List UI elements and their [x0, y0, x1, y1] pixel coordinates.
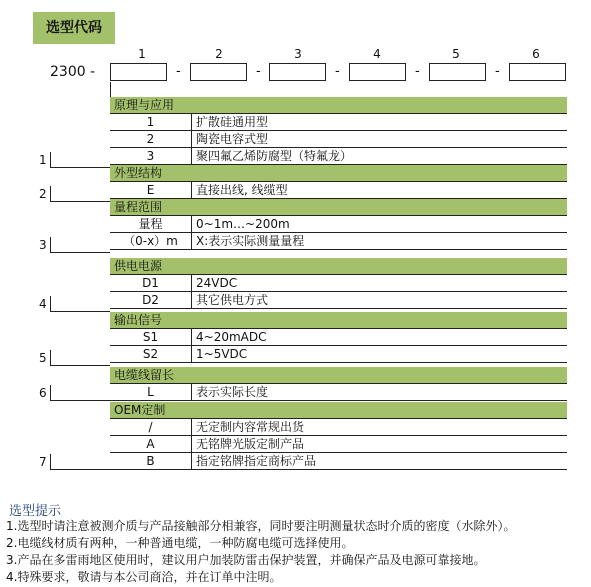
model-prefix: 2300 - [50, 64, 96, 80]
table-row: S1 4~20mADC [110, 329, 567, 346]
code-slot-1 [110, 63, 167, 81]
code-slot-5 [429, 63, 486, 81]
section-header: 电缆线留长 [110, 367, 567, 384]
code-slot-4 [349, 63, 406, 81]
table-row: D1 24VDC [110, 275, 567, 292]
position-marker-6: 6 [50, 385, 110, 401]
table-row: A 无铭牌光版定制产品 [110, 436, 567, 453]
separator: - [335, 64, 340, 79]
section-header: 外型结构 [110, 165, 567, 182]
position-number-4: 4 [373, 47, 381, 61]
table-row: 1 扩散硅通用型 [110, 114, 567, 131]
table-row: E 直接出线, 线缆型 [110, 182, 567, 199]
code-slot-2 [190, 63, 247, 81]
section-header: OEM定制 [110, 402, 567, 419]
code-slot-6 [509, 63, 566, 81]
table-row: 3 聚四氟乙烯防腐型（特氟龙） [110, 148, 567, 165]
table-row: L 表示实际长度 [110, 384, 567, 401]
position-marker-4: 4 [50, 296, 110, 312]
position-marker-5: 5 [50, 350, 110, 366]
position-number-5: 5 [452, 47, 460, 61]
table-row: B 指定铭牌指定商标产品 [110, 453, 567, 470]
table-row: S2 1~5VDC [110, 346, 567, 363]
guide-line [110, 82, 111, 97]
position-marker-3: 3 [50, 237, 110, 253]
separator: - [176, 64, 181, 79]
position-marker-7: 7 [50, 454, 110, 470]
tip-item: 1.选型时请注意被测介质与产品接触部分相兼容，同时要注明测量状态时介质的密度（水除外）。 [6, 519, 516, 533]
position-number-6: 6 [532, 47, 540, 61]
position-marker-2: 2 [50, 186, 110, 202]
table-row: 量程 0~1m…~200m [110, 216, 567, 233]
model-code-title: 选型代码 [33, 12, 115, 44]
position-number-1: 1 [138, 47, 146, 61]
section-header: 量程范围 [110, 199, 567, 216]
tips-title: 选型提示 [9, 504, 62, 519]
tip-item: 2.电缆线材质有两种，一种普通电缆，一种防腐电缆可选择使用。 [6, 536, 354, 550]
table-row: / 无定制内容常规出货 [110, 419, 567, 436]
section-header: 供电电源 [110, 258, 567, 275]
position-number-2: 2 [215, 47, 223, 61]
selection-table [110, 97, 567, 471]
code-slot-3 [269, 63, 326, 81]
tip-item: 4.特殊要求，敬请与本公司商洽，并在订单中注明。 [6, 570, 282, 584]
position-number-3: 3 [294, 47, 302, 61]
tip-item: 3.产品在多雷雨地区使用时，建议用户加装防雷击保护装置，并确保产品及电源可靠接地。 [6, 553, 486, 567]
table-row: D2 其它供电方式 [110, 292, 567, 309]
separator: - [256, 64, 261, 79]
section-header: 输出信号 [110, 312, 567, 329]
table-row: （0-x）m X:表示实际测量量程 [110, 233, 567, 250]
section-header: 原理与应用 [110, 97, 567, 114]
separator: - [415, 64, 420, 79]
separator: - [495, 64, 500, 79]
table-row: 2 陶瓷电容式型 [110, 131, 567, 148]
position-marker-1: 1 [50, 152, 110, 168]
